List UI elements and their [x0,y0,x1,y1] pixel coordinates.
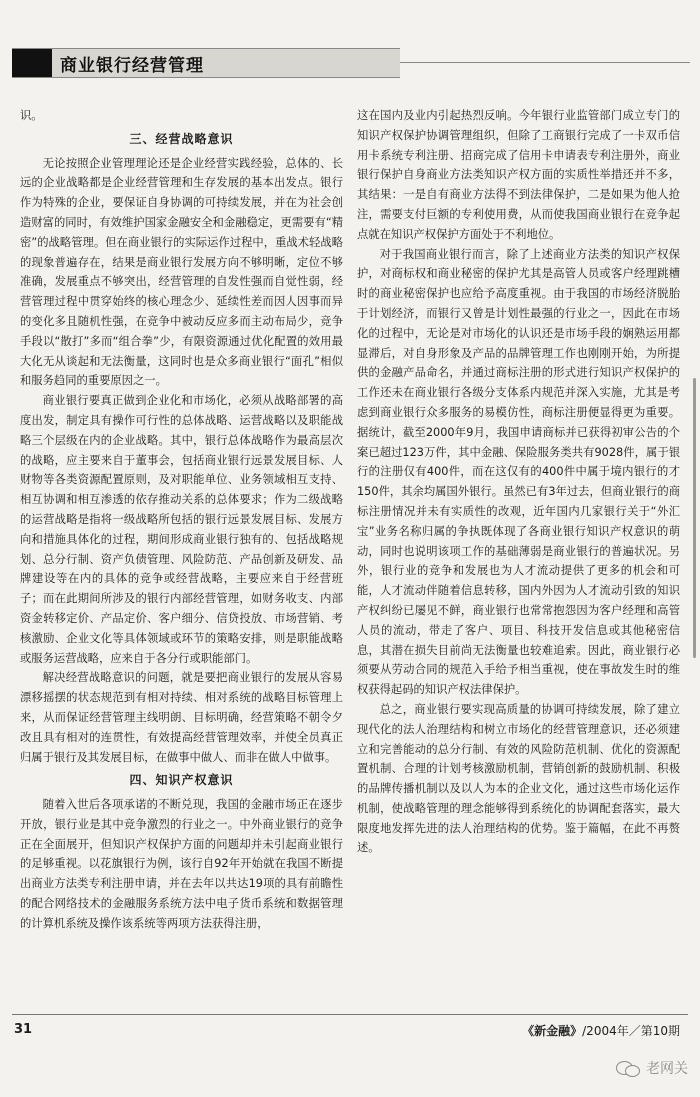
scrollbar[interactable] [693,378,696,658]
page-header [12,48,400,78]
wechat-icon [616,1059,642,1077]
right-column [357,106,680,858]
footer-rule [12,1014,688,1015]
paragraph: 商业银行要真正做到企业化和市场化，必须从战略部署的高度出发，制定具有操作可行性的总体战略、运营战略以及职能战略三个层级在内的企业战略。其中，银行总体战略作为最高层次的战略，应主要来自于董事会，包括商业银行远景发展目标、人财物等各类资源配置原则，及对职能单位、业务领域相互支持、相互协调和相互渗透的依存推动关系的总体要求；作为二级战略的运营战略是指将一级战略所包括的银行远景发展目标、发展方向和措施具体化的过程，期间形成商业银行独有的、包括战略规划、总分行制、资产负债管理、风险防范、产品创新及研发、品牌建设等在内的具体的竞争或经营战略，主要应来自于经营班子；而在此期间所涉及的银行内部经营管理，如财务收支、内部资金转移定价、产品定价、客户细分、信贷投放、市场营销、考核激励、企业文化等具体领域或环节的策略安排，则是职能战略或服务运营战略，应来自于各分行或职能部门。 [20,394,343,665]
paragraph: 无论按照企业管理理论还是企业经营实践经验，总体的、长远的企业战略都是企业经营管理和生存发展的基本出发点。银行作为特殊的企业，要保证自身协调的可持续发展，并在为社会创造财富的同时，有效维护国家金融安全和金融稳定，更需要有“精密”的战略管理。但在商业银行的实际运作过程中，重战术轻战略的现象普遍存在，结果是商业银行发展方向不够明晰，定位不够准确，发展重点不够突出，经营管理的自发性强而自觉性弱，经营管理过程中贯穿始终的核心理念少、延续性差而因人因事而异的变化多且随机性强，在竞争中被动反应多而主动布局少，竞争手段以“散打”多而“组合拳”少，有限资源通过优化配置的效用最大化无从谈起和无法衡量，这同时也是众多商业银行“面孔”相似和服务趋同的重要原因之一。 [20,156,343,388]
paragraph: 对于我国商业银行而言，除了上述商业方法类的知识产权保护，对商标权和商业秘密的保护尤其是高管人员或客户经理跳槽时的商业秘密保护也应给予高度重视。由于我国的市场经济脱胎于计划经济，而银行又曾是计划性最强的行业之一，因此在市场化的过程中，无论是对市场化的认识还是市场手段的娴熟运用都显滞后，对自身形象及产品的品牌管理工作也刚刚开始，为所提供的金融产品命名，并通过商标注册的形式进行知识产权保护的工作还未在商业银行各级分支体系内规范并深入实施，尤其是考虑到商业银行众多服务的易模仿性，商标注册便显得更为重要。据统计，截至2000年9月，我国申请商标并已获得初审公告的个案已超过123万件，其中金融、保险服务类共有9028件，属于银行的注册仅有400件，而在这仅有的400件中属于境内银行的才150件，其余均属国外银行。虽然已有3年过去，但商业银行的商标注册情况并未有实质性的改观，近年国内几家银行关于“外汇宝”业务名称归属的争执既体现了各商业银行知识产权意识的萌动，同时也说明该项工作的基础薄弱是商业银行的普遍状况。另外，银行业的竞争和发展也为人才流动提供了更多的机会和可能，人才流动伴随着信息转移，国内外因为人才流动引致的知识产权纠纷已屡见不鲜，商业银行也常常抱怨因为客户经理和高管人员的流动，带走了客户、项目、科技开发信息或其他秘密信息，其潜在损失目前尚无法衡量也较难追索。因此，商业银行必须要从劳动合同的规范入手给予相当重视，使在事故发生时的维权获得起码的知识产权法律保护。 [357,247,680,697]
paragraph: 随着入世后各项承诺的不断兑现，我国的金融市场正在逐步开放，银行业是其中竞争激烈的行业之一。中外商业银行的竞争正在全面展开，但知识产权保护方面的问题却并未引起商业银行的足够重视。以花旗银行为例，该行自92年开始就在我国不断提出商业方法类专利注册申请，并在去年以共达19项的具有前瞻性的配合网络技术的金融服务系统方法中电子货币系统和数据管理的计算机系统及操作该系统等两项方法获得注册， [20,798,343,930]
page-number: 31 [14,1022,33,1037]
watermark-text: 老网关 [646,1061,688,1077]
header-title: 商业银行经营管理 [60,55,204,76]
watermark [616,1058,688,1078]
paragraph: 解决经营战略意识的问题，就是要把商业银行的发展从容易漂移摇摆的状态规范到有相对持续、相对系统的战略目标管理上来，从而保证经营管理主线明朗、目标明确，经营策略不朝令夕改且具有相对的连贯性，有效提高经营管理效率，并使全员真正归属于银行及其发展目标，在做事中做人、而非在做人中做事。 [20,671,343,764]
paragraph: 这在国内及业内引起热烈反响。今年银行业监管部门成立专门的知识产权保护协调管理组织，但除了工商银行完成了一卡双币信用卡系统专利注册、招商完成了信用卡申请表专利注册外，商业银行保护自身商业方法类知识产权方面的实质性举措还并不多，其结果：一是自有商业方法得不到法律保护，二是如果为他人抢注，需要支付巨额的专利使用费，从而使我国商业银行在竞争起点就在知识产权保护方面处于不利地位。 [357,109,680,241]
paragraph: 识。 [20,109,43,122]
section-heading-3: 三、经营战略意识 [129,131,234,146]
header-rule [400,62,690,63]
header-black-block [12,49,52,77]
section-heading-4: 四、知识产权意识 [129,773,234,788]
journal-name: 《新金融》 [522,1024,583,1038]
paragraph: 总之，商业银行要实现高质量的协调可持续发展，除了建立现代化的法人治理结构和树立市场化的经营管理意识，还必须建立和完善能动的总分行制、有效的风险防范机制、优化的资源配置机制、合理的计划考核激励机制，营销创新的鼓励机制、积极的品牌传播机制以及以人为本的企业文化，通过这些市场化运作机制，使战略管理的理念能够得到系统化的协调配套落实，最大限度地发挥先进的法人治理结构的优势。鉴于篇幅，在此不再赘述。 [357,702,680,855]
left-column [20,106,343,934]
journal-issue: /2004年／第10期 [582,1024,680,1038]
journal-info [522,1022,680,1039]
